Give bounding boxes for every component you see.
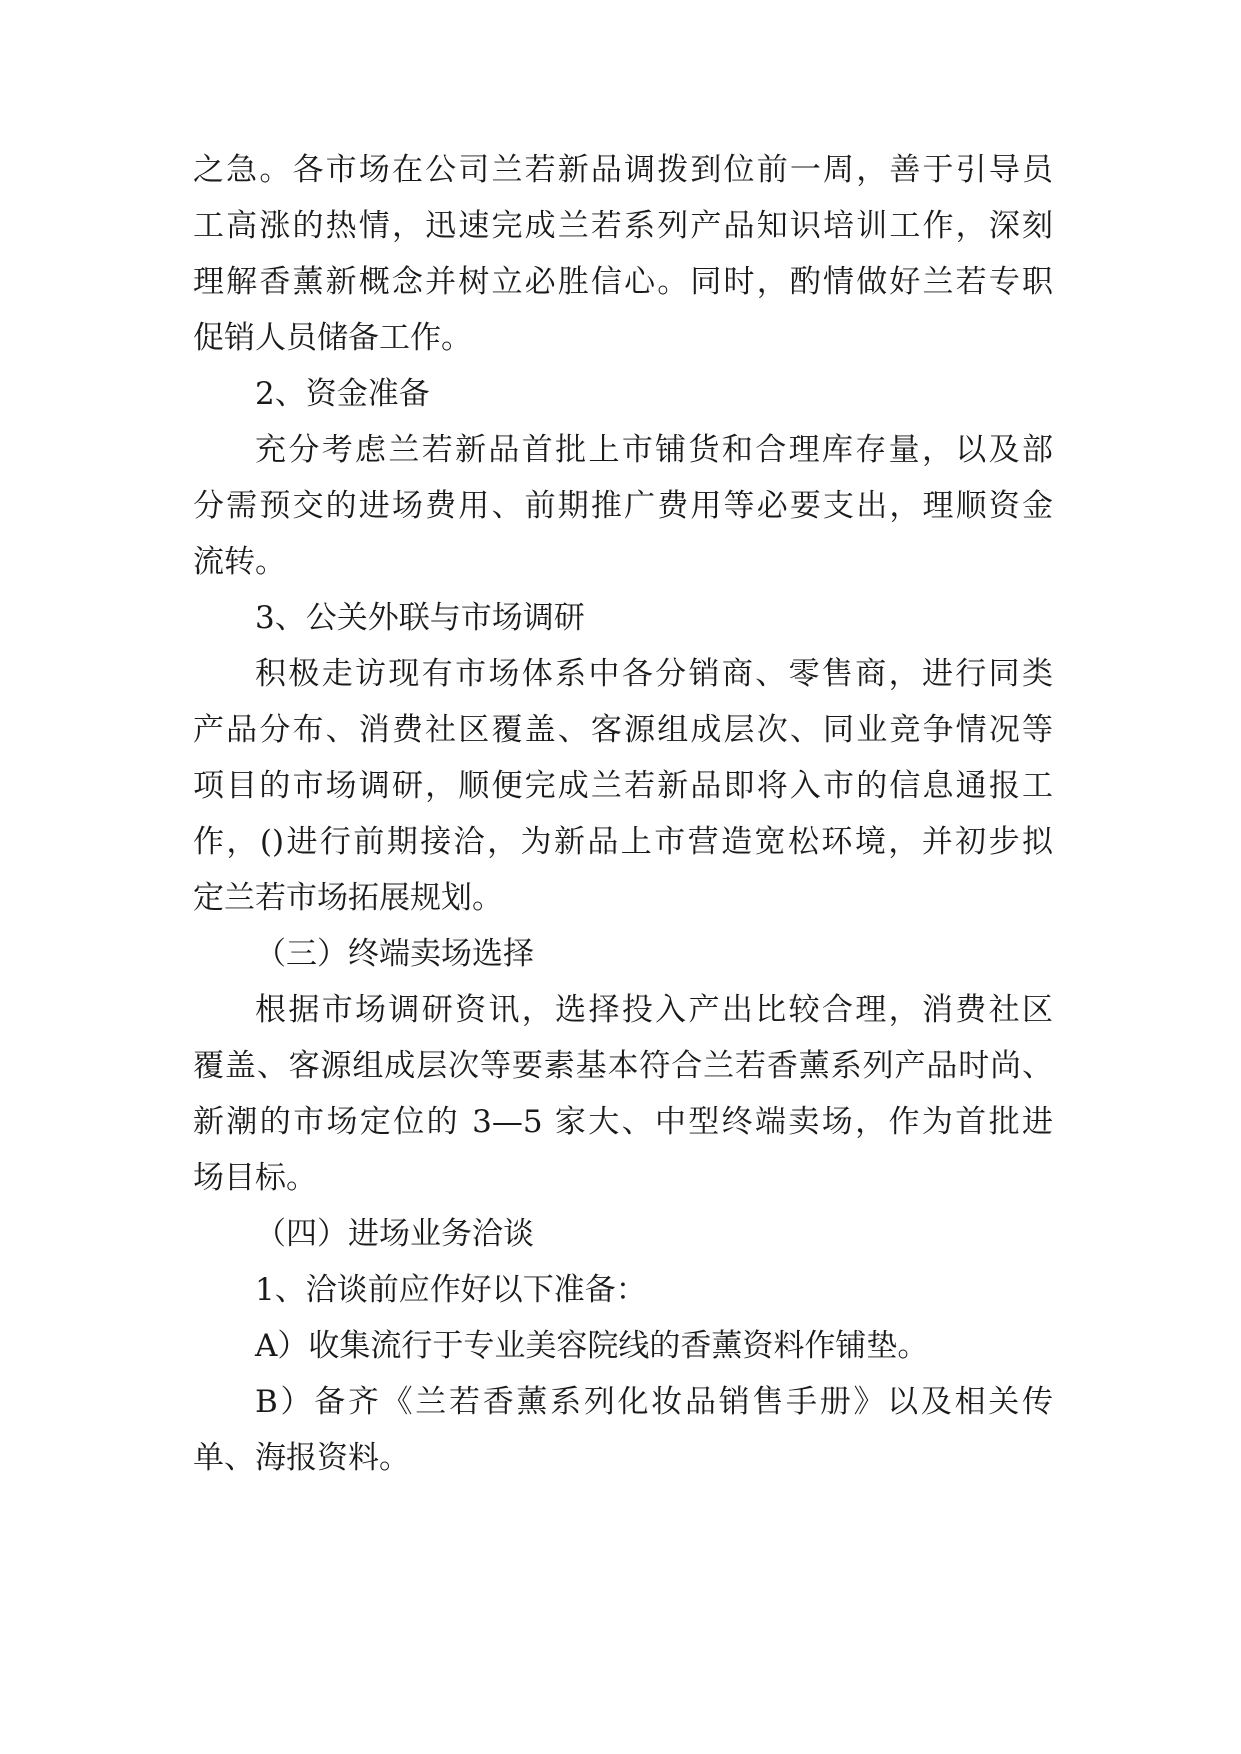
paragraph-line: 积极走访现有市场体系中各分销商、零售商，进行同类 [255, 656, 1053, 692]
section-heading-pr-research: 3、公关外联与市场调研 [255, 600, 585, 636]
list-item: B）备齐《兰若香薰系列化妆品销售手册》以及相关传 [255, 1384, 1053, 1420]
paragraph-line: 根据市场调研资讯，选择投入产出比较合理，消费社区 [255, 992, 1053, 1028]
paragraph-line: 流转。 [193, 544, 286, 580]
paragraph-line: 项目的市场调研，顺便完成兰若新品即将入市的信息通报工 [193, 768, 1053, 804]
paragraph-line: 工高涨的热情，迅速完成兰若系列产品知识培训工作，深刻 [193, 208, 1053, 244]
paragraph-line: 覆盖、客源组成层次等要素基本符合兰若香薰系列产品时尚、 [193, 1048, 1053, 1084]
section-heading-negotiation: （四）进场业务洽谈 [255, 1216, 534, 1252]
list-item-heading: 1、洽谈前应作好以下准备： [255, 1272, 647, 1308]
paragraph-line: 产品分布、消费社区覆盖、客源组成层次、同业竞争情况等 [193, 712, 1053, 748]
paragraph-line: 充分考虑兰若新品首批上市铺货和合理库存量，以及部 [255, 432, 1053, 468]
paragraph-line: 之急。各市场在公司兰若新品调拨到位前一周，善于引导员 [193, 152, 1053, 188]
paragraph-line: 单、海报资料。 [193, 1440, 410, 1476]
paragraph-line: 定兰若市场拓展规划。 [193, 880, 503, 916]
paragraph-line: 理解香薰新概念并树立必胜信心。同时，酌情做好兰若专职 [193, 264, 1053, 300]
section-heading-funding: 2、资金准备 [255, 376, 430, 412]
paragraph-line: 新潮的市场定位的 3—5 家大、中型终端卖场，作为首批进 [193, 1104, 1053, 1140]
section-heading-terminal-selection: （三）终端卖场选择 [255, 936, 534, 972]
list-item: A）收集流行于专业美容院线的香薰资料作铺垫。 [255, 1328, 929, 1364]
paragraph-line: 作，()进行前期接洽，为新品上市营造宽松环境，并初步拟 [193, 824, 1053, 860]
paragraph-line: 分需预交的进场费用、前期推广费用等必要支出，理顺资金 [193, 488, 1053, 524]
paragraph-line: 场目标。 [193, 1160, 317, 1196]
paragraph-line: 促销人员储备工作。 [193, 320, 472, 356]
